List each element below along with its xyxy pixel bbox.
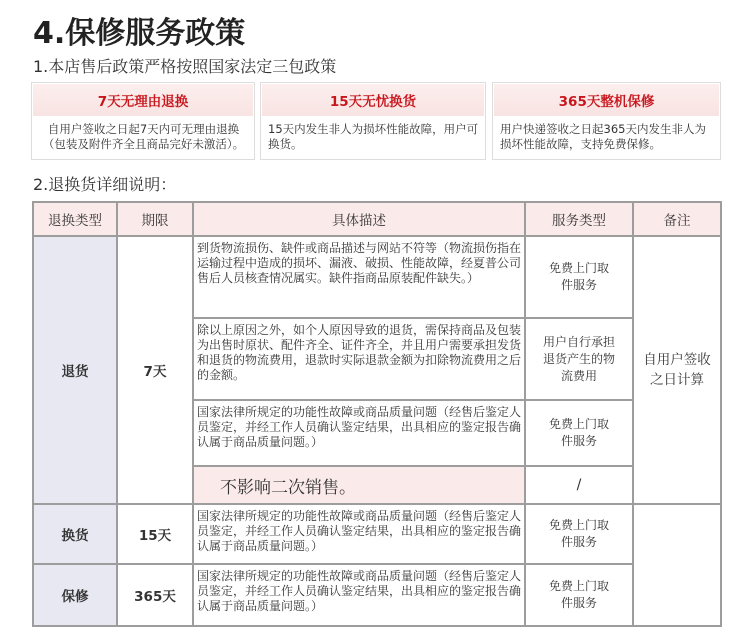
service-cell [525,564,633,626]
description-cell: 国家法律所规定的功能性故障或商品质量问题（经售后鉴定人员鉴定，并经工作人员确认鉴定结果，出具相应的鉴定报告确认属于商品质量问题。） [193,504,525,564]
service-cell [525,400,633,466]
section-heading-policy: 1.本店售后政策严格按照国家法定三包政策 [33,57,337,76]
table-row [33,236,721,318]
policy-card-title: 365天整机保修 [494,84,719,116]
service-text: 用户自行承担退货产生的物流费用 [542,334,615,383]
category-exchange: 换货 [33,504,117,564]
note-cell [633,236,721,504]
policy-card-title: 15天无忧换货 [262,84,484,116]
service-cell [525,236,633,318]
header-return-type: 退换类型 [33,202,117,236]
service-cell: / [525,466,633,504]
policy-card-15day [260,82,486,160]
table-header-row [33,202,721,236]
service-text: 免费上门取件服务 [548,261,609,292]
service-text: 免费上门取件服务 [548,518,609,549]
service-cell [525,318,633,400]
description-cell: 除以上原因之外，如个人原因导致的退货，需保持商品及包装为出售时原状、配件齐全、证件齐全，并且用户需要承担发货和退货的物流费用，退款时实际退款金额为扣除物流费用之后的金额。 [193,318,525,400]
category-warranty: 保修 [33,564,117,626]
service-text: 免费上门取件服务 [548,579,609,610]
page-title: 4.保修服务政策 [33,16,246,51]
header-description: 具体描述 [193,202,525,236]
header-note: 备注 [633,202,721,236]
return-policy-table [32,201,722,627]
note-empty-cell [633,504,721,626]
policy-card-text: 15天内发生非人为损坏性能故障，用户可换货。 [268,122,479,151]
section-heading-details: 2.退换货详细说明： [33,175,177,194]
table-row [33,504,721,564]
policy-card-title: 7天无理由退换 [33,84,253,116]
highlight-cell: 不影响二次销售。 [193,466,525,504]
description-cell: 到货物流损伤、缺件或商品描述与网站不符等（物流损伤指在运输过程中造成的损坏、漏液、破损、性能故障，经夏普公司售后人员核查情况属实。缺件指商品原装配件缺失。） [193,236,525,318]
service-text: 免费上门取件服务 [548,417,609,448]
header-period: 期限 [117,202,193,236]
category-return: 退货 [33,236,117,504]
description-cell: 国家法律所规定的功能性故障或商品质量问题（经售后鉴定人员鉴定，并经工作人员确认鉴定结果，出具相应的鉴定报告确认属于商品质量问题。） [193,564,525,626]
policy-card-365day [492,82,721,160]
period-warranty: 365天 [117,564,193,626]
policy-card-text: 用户快递签收之日起365天内发生非人为损坏性能故障，支持免费保修。 [500,122,706,151]
period-exchange: 15天 [117,504,193,564]
note-text: 自用户签收之日计算 [643,352,711,388]
policy-card-text: 自用户签收之日起7天内可无理由退换（包装及附件齐全且商品完好未激活）。 [42,122,245,151]
header-service-type: 服务类型 [525,202,633,236]
policy-card-7day [31,82,255,160]
description-cell: 国家法律所规定的功能性故障或商品质量问题（经售后鉴定人员鉴定，并经工作人员确认鉴定结果，出具相应的鉴定报告确认属于商品质量问题。） [193,400,525,466]
period-return: 7天 [117,236,193,504]
policy-cards [31,82,721,162]
table-row [33,564,721,626]
service-cell [525,504,633,564]
